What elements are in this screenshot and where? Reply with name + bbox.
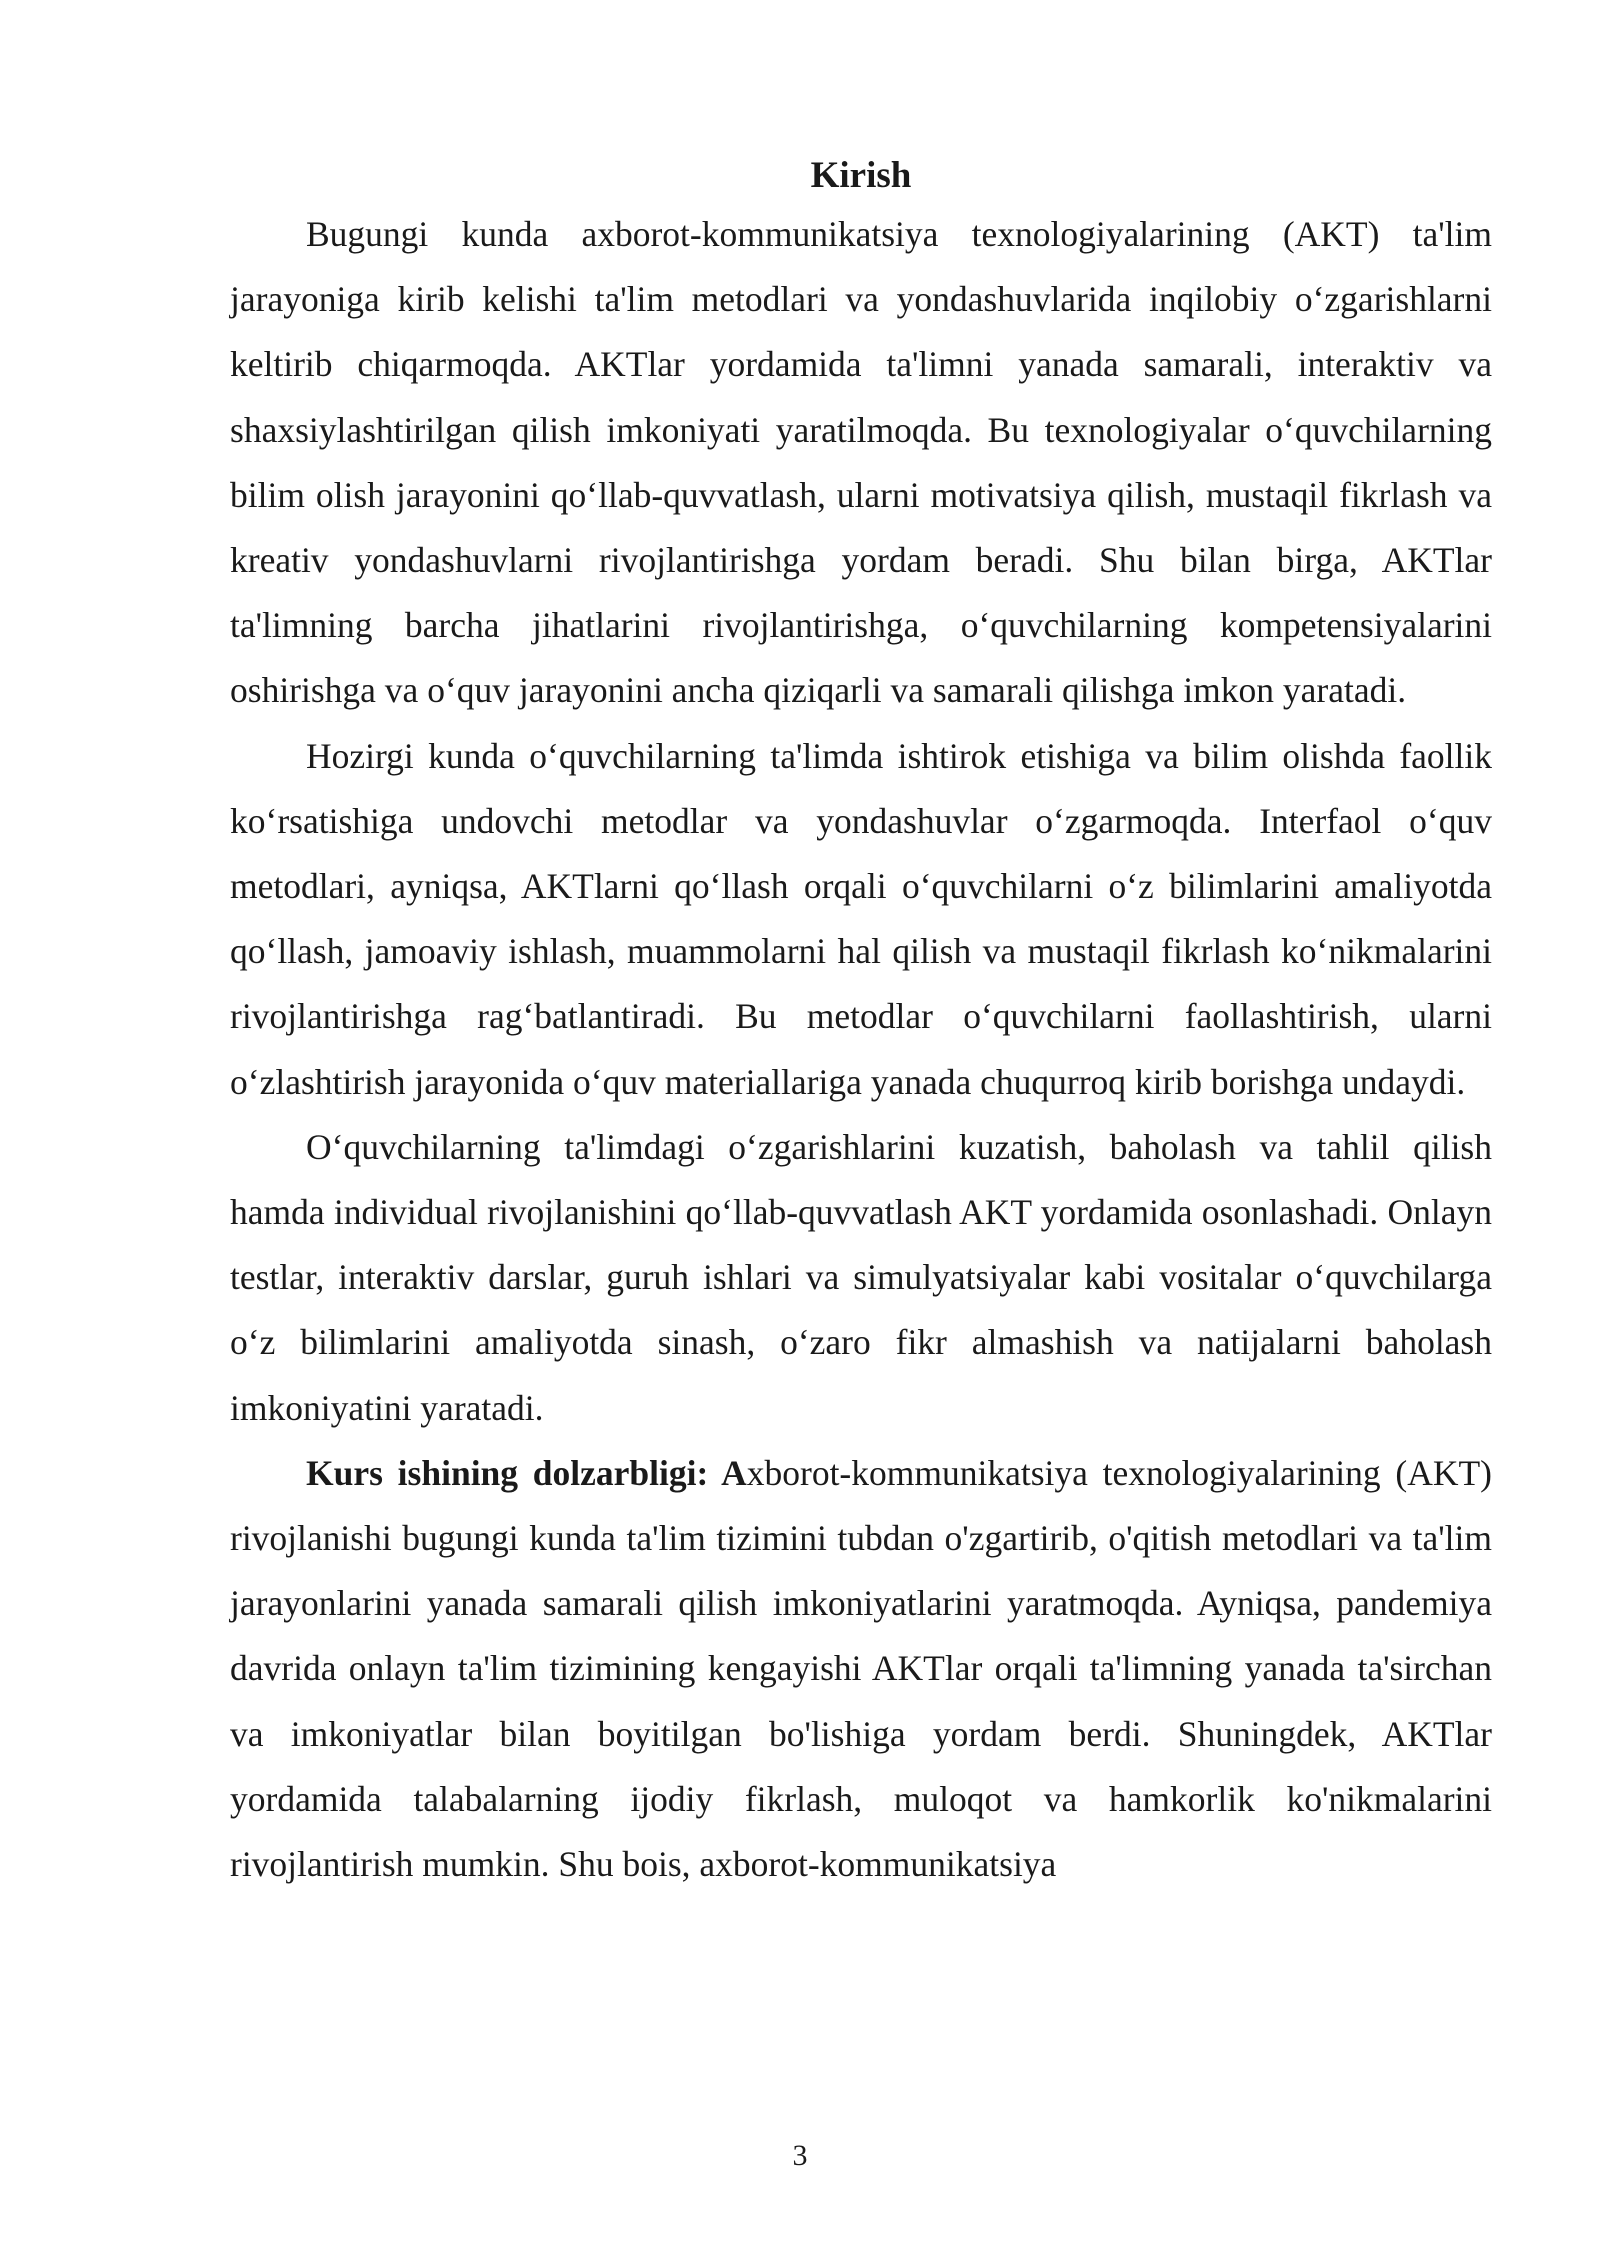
document-page — [230, 150, 1492, 1897]
paragraph-4 — [230, 1441, 1492, 1897]
paragraph-text: O‘quvchilarning ta'limdagi o‘zgarishlarini kuzatish, baholash va tahlil qilish hamda individual rivojlanishini qo‘llab-quvvatlash AKT yordamida osonlashadi. Onlayn testlar, interaktiv darslar, guruh ishlari va simulyatsiyalar kabi vositalar o‘quvchilarga o‘z bilimlarini amaliyotda sinash, o‘zaro fikr almashish va natijalarni baholash imkoniyatini yaratadi. — [230, 1126, 1492, 1428]
paragraph-lead: Kurs ishining dolzarbligi: A — [306, 1452, 747, 1493]
paragraph-text: Bugungi kunda axborot-kommunikatsiya texnologiyalarining (AKT) ta'lim jarayoniga kirib kelishi ta'lim metodlari va yondashuvlarida inqilobiy o‘zgarishlarni keltirib chiqarmoqda. AKTlar yordamida ta'limni yanada samarali, interaktiv va shaxsiylashtirilgan qilish imkoniyati yaratilmoqda. Bu texnologiyalar o‘quvchilarning bilim olish jarayonini qo‘llab-quvvatlash, ularni motivatsiya qilish, mustaqil fikrlash va kreativ yondashuvlarni rivojlantirishga yordam beradi. Shu bilan birga, AKTlar ta'limning barcha jihatlarini rivojlantirishga, o‘quvchilarning kompetensiyalarini oshirishga va o‘quv jarayonini ancha qiziqarli va samarali qilishga imkon yaratadi. — [230, 214, 1492, 711]
paragraph-text: xborot-kommunikatsiya texnologiyalarining (AKT) rivojlanishi bugungi kunda ta'lim tizimini tubdan o'zgartirib, o'qitish metodlari va ta'lim jarayonlarini yanada samarali qilish imkoniyatlarini yaratmoqda. Ayniqsa, pandemiya davrida onlayn ta'lim tizimining kengayishi AKTlar orqali ta'limning yanada ta'sirchan va imkoniyatlar bilan boyitilgan bo'lishiga yordam berdi. Shuningdek, AKTlar yordamida talabalarning ijodiy fikrlash, muloqot va hamkorlik ko'nikmalarini rivojlantirish mumkin. Shu bois, axborot-kommunikatsiya — [230, 1452, 1493, 1885]
page-number: 3 — [792, 2139, 808, 2172]
paragraph-text: Hozirgi kunda o‘quvchilarning ta'limda ishtirok etishiga va bilim olishda faollik ko‘rsatishiga undovchi metodlar va yondashuvlar o‘zgarmoqda. Interfaol o‘quv metodlari, ayniqsa, AKTlarni qo‘llash orqali o‘quvchilarni o‘z bilimlarini amaliyotda qo‘llash, jamoaviy ishlash, muammolarni hal qilish va mustaqil fikrlash ko‘nikmalarini rivojlantirishga rag‘batlantiradi. Bu metodlar o‘quvchilarni faollashtirish, ularni o‘zlashtirish jarayonida o‘quv materiallariga yanada chuqurroq kirib borishga undaydi. — [230, 735, 1492, 1102]
paragraph-3 — [230, 1115, 1492, 1441]
section-heading: Kirish — [810, 155, 912, 196]
paragraph-1 — [230, 202, 1492, 724]
paragraph-2 — [230, 724, 1492, 1115]
